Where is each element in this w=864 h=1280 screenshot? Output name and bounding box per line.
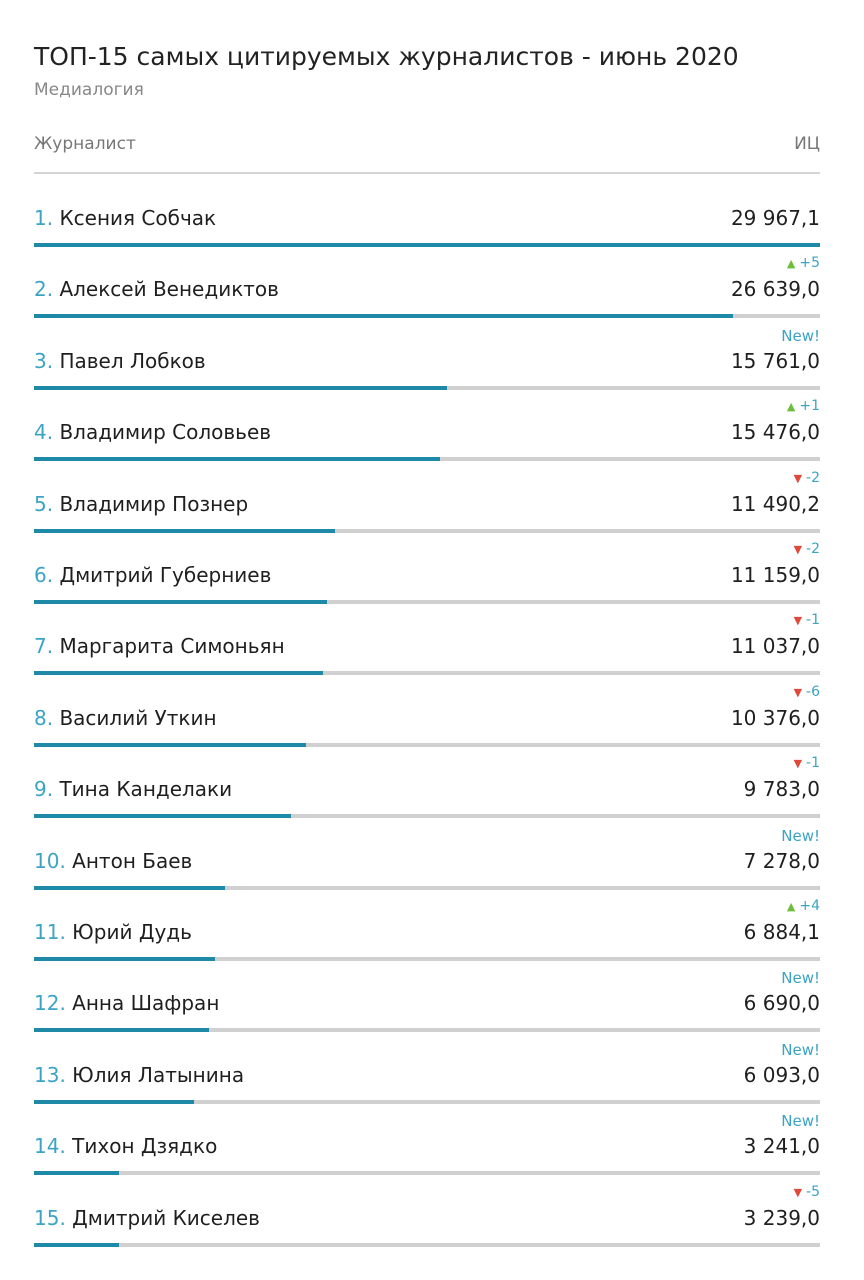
triangle-down-icon: ▼	[793, 1185, 803, 1199]
citation-index-value: 15 476,0	[730, 420, 820, 445]
bar-track	[34, 600, 820, 604]
row-label	[34, 1206, 260, 1230]
journalist-name: Юрий Дудь	[72, 920, 192, 944]
citation-index-value: 9 783,0	[743, 777, 820, 802]
bar-track	[34, 671, 820, 675]
citation-index-value: 11 037,0	[730, 634, 820, 659]
bar	[34, 243, 820, 247]
row-label	[34, 492, 248, 516]
citation-index-value: 6 093,0	[743, 1062, 820, 1087]
journalist-name: Юлия Латынина	[72, 1062, 245, 1087]
rank-number: 9.	[34, 777, 54, 802]
triangle-up-icon: ▲	[786, 257, 796, 271]
new-entry-label: New!	[781, 1112, 820, 1131]
row-label	[34, 420, 271, 444]
bar	[34, 957, 215, 961]
new-entry-label: New!	[781, 1040, 820, 1059]
bar	[34, 1243, 119, 1247]
bar	[34, 1171, 119, 1175]
triangle-down-icon: ▼	[793, 471, 803, 485]
rank-number: 14.	[34, 1134, 66, 1159]
bar	[34, 814, 291, 818]
journalist-name: Владимир Соловьев	[59, 420, 272, 445]
new-entry-label: New!	[781, 969, 820, 988]
column-header-index: ИЦ	[794, 134, 820, 154]
rank-change-badge	[794, 541, 820, 557]
rank-change-badge	[781, 1041, 820, 1059]
bar-track	[34, 1028, 820, 1032]
bar-track	[34, 314, 820, 318]
bar-track	[34, 743, 820, 747]
rank-change-badge	[787, 255, 820, 271]
rank-change-badge	[787, 898, 820, 914]
citation-index-value: 11 159,0	[730, 563, 820, 587]
rank-change-badge	[794, 684, 820, 700]
bar	[34, 671, 323, 675]
bar	[34, 886, 225, 890]
rank-number: 15.	[34, 1205, 66, 1230]
bar	[34, 600, 327, 604]
citation-index-value: 7 278,0	[743, 848, 820, 873]
journalist-name: Маргарита Симоньян	[59, 634, 285, 659]
column-header-journalist: Журналист	[34, 134, 136, 154]
bar-track	[34, 814, 820, 818]
rank-delta: -5	[806, 1183, 820, 1200]
rank-delta: +1	[799, 398, 820, 415]
citation-index-value: 11 490,2	[730, 491, 820, 516]
citation-index-value: 6 690,0	[743, 991, 820, 1016]
new-entry-label: New!	[781, 326, 820, 345]
rank-change-badge	[794, 755, 820, 771]
row-label	[34, 206, 216, 230]
table-row	[34, 1104, 820, 1175]
rank-change-badge	[794, 470, 820, 486]
table-row	[34, 961, 820, 1032]
rank-number: 10.	[34, 848, 66, 873]
rank-number: 5.	[34, 491, 54, 516]
journalist-name: Тина Канделаки	[59, 777, 233, 802]
rank-change-badge	[787, 398, 820, 414]
bar	[34, 457, 440, 461]
rank-change-badge	[794, 612, 820, 628]
row-label	[34, 349, 206, 373]
rank-number: 13.	[34, 1062, 66, 1087]
table-row	[34, 1033, 820, 1104]
row-label	[34, 706, 217, 730]
row-label	[34, 1063, 244, 1087]
table-row	[34, 1176, 820, 1247]
citation-index-value: 15 761,0	[730, 348, 820, 373]
rank-change-badge	[781, 1112, 820, 1130]
triangle-up-icon: ▲	[786, 900, 796, 913]
bar-track	[34, 886, 820, 890]
bar-track	[34, 1100, 820, 1104]
row-label	[34, 634, 285, 658]
rank-change-badge	[781, 327, 820, 345]
rank-number: 12.	[34, 991, 66, 1016]
row-label	[34, 849, 192, 873]
rank-change-badge	[781, 969, 820, 987]
rank-delta: -2	[806, 469, 820, 486]
table-row	[34, 390, 820, 461]
triangle-down-icon: ▼	[793, 757, 803, 771]
journalist-name: Павел Лобков	[59, 348, 206, 373]
page-subtitle: Медиалогия	[34, 80, 144, 100]
bar-track	[34, 457, 820, 461]
triangle-up-icon: ▲	[786, 400, 796, 414]
rank-delta: -6	[806, 683, 820, 700]
table-row	[34, 247, 820, 318]
journalist-name: Алексей Венедиктов	[59, 277, 279, 302]
triangle-down-icon: ▼	[793, 614, 803, 628]
table-row	[34, 319, 820, 390]
citation-index-value: 29 967,1	[730, 206, 820, 230]
bar	[34, 529, 335, 533]
table-row	[34, 819, 820, 890]
bar-track	[34, 957, 820, 961]
journalist-name: Владимир Познер	[59, 491, 249, 516]
journalist-name: Ксения Собчак	[59, 206, 217, 230]
citation-index-value: 6 884,1	[743, 920, 820, 944]
rank-number: 3.	[34, 348, 54, 373]
row-label	[34, 277, 279, 301]
row-label	[34, 1134, 217, 1158]
table-row	[34, 176, 820, 247]
rank-change-badge	[781, 827, 820, 845]
journalist-name: Тихон Дзядко	[72, 1134, 218, 1159]
rank-delta: +4	[799, 898, 820, 914]
journalist-name: Анна Шафран	[72, 991, 220, 1016]
rank-delta: +5	[799, 255, 820, 272]
bar	[34, 314, 733, 318]
bar	[34, 1028, 209, 1032]
citation-index-value: 26 639,0	[730, 277, 820, 302]
triangle-down-icon: ▼	[793, 685, 803, 699]
journalist-name: Антон Баев	[72, 848, 193, 873]
table-row	[34, 890, 820, 961]
citation-index-value: 3 241,0	[743, 1134, 820, 1159]
citation-index-value: 3 239,0	[743, 1205, 820, 1230]
rank-delta: -2	[806, 541, 820, 557]
table-row	[34, 533, 820, 604]
rank-number: 2.	[34, 277, 54, 302]
citation-index-value: 10 376,0	[730, 705, 820, 730]
rank-delta: -1	[806, 755, 820, 772]
row-label	[34, 920, 192, 944]
row-label	[34, 563, 271, 587]
table-row	[34, 676, 820, 747]
rank-delta: -1	[806, 612, 820, 629]
rank-number: 8.	[34, 705, 54, 730]
bar-track	[34, 243, 820, 247]
bar-track	[34, 1171, 820, 1175]
rank-number: 4.	[34, 420, 54, 445]
table-row	[34, 604, 820, 675]
journalist-name: Дмитрий Губерниев	[59, 563, 272, 587]
rank-change-badge	[794, 1184, 820, 1200]
bar-track	[34, 1243, 820, 1247]
bar	[34, 743, 306, 747]
row-label	[34, 777, 232, 801]
rank-number: 7.	[34, 634, 54, 659]
bar-track	[34, 529, 820, 533]
journalist-name: Дмитрий Киселев	[72, 1205, 260, 1230]
rank-number: 11.	[34, 920, 66, 944]
rank-number: 6.	[34, 563, 54, 587]
table-row	[34, 462, 820, 533]
page-title: ТОП-15 самых цитируемых журналистов - июнь 2020	[34, 42, 739, 71]
journalist-name: Василий Уткин	[59, 705, 217, 730]
bar	[34, 1100, 194, 1104]
bar	[34, 386, 447, 390]
bar-track	[34, 386, 820, 390]
row-label	[34, 991, 219, 1015]
new-entry-label: New!	[781, 826, 820, 845]
triangle-down-icon: ▼	[793, 543, 803, 556]
table-row	[34, 747, 820, 818]
rank-number: 1.	[34, 206, 54, 230]
